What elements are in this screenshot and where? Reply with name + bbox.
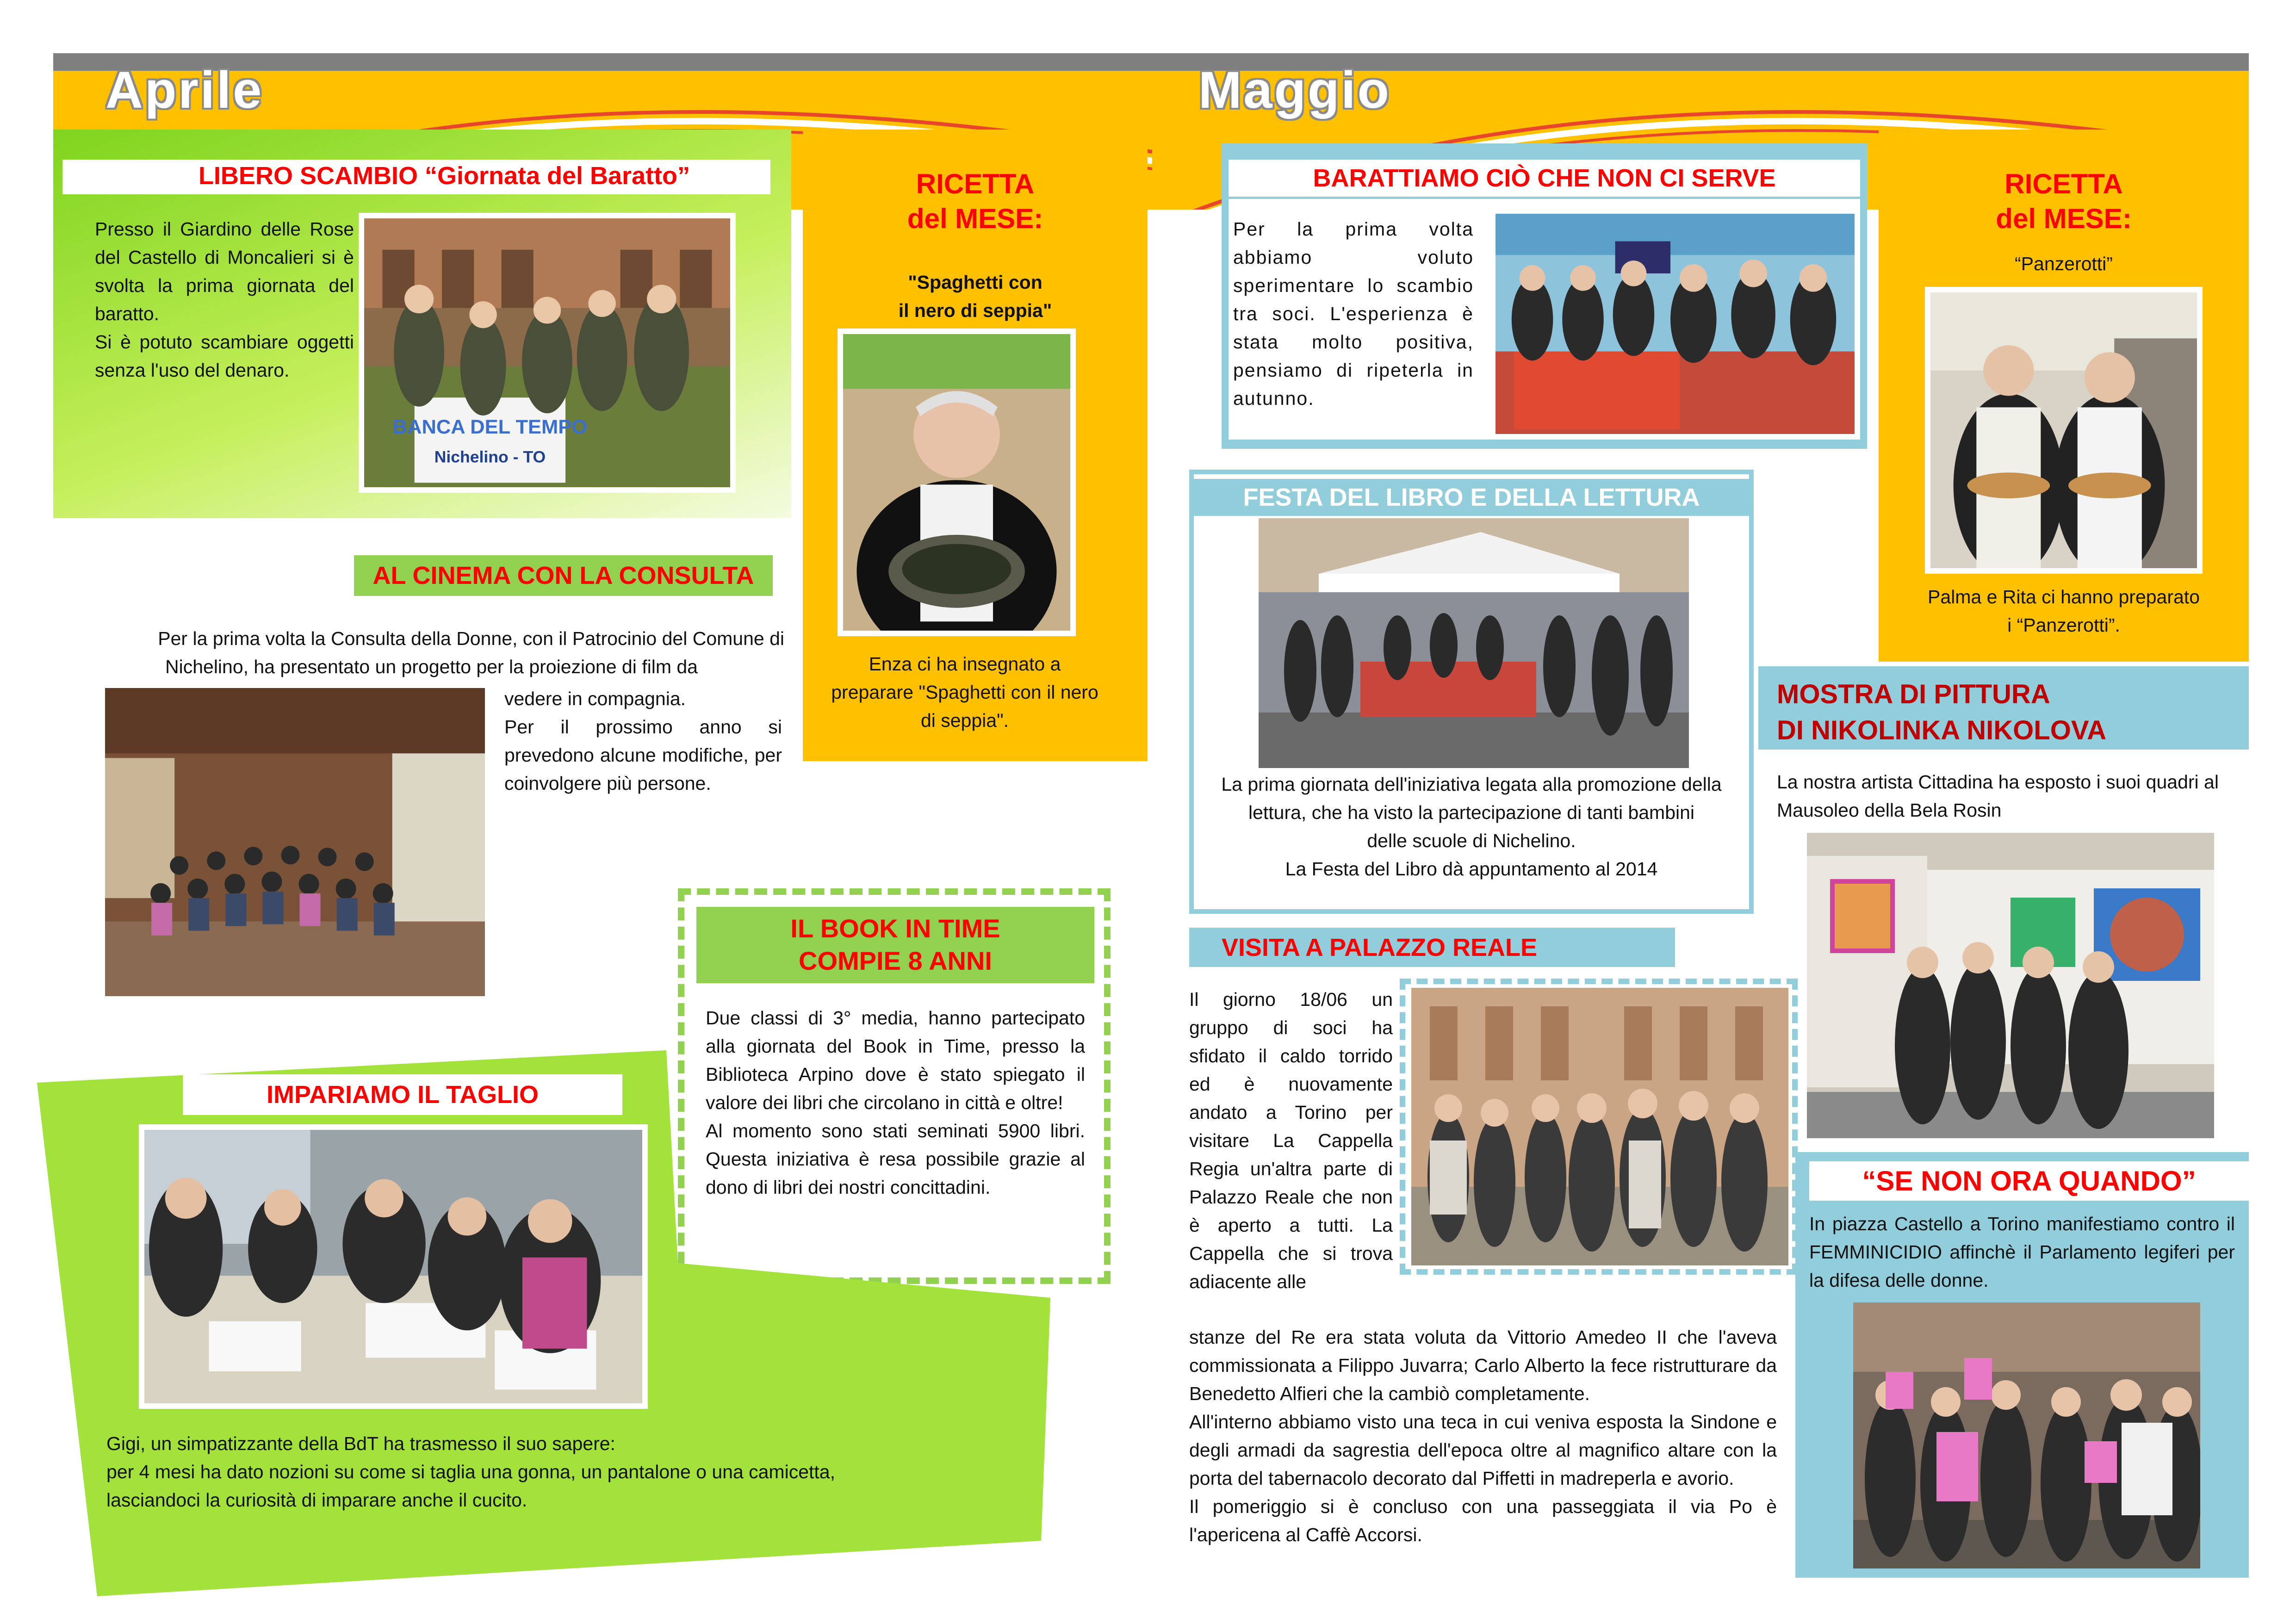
- may-ricetta-title-2: del MESE:: [1996, 203, 2132, 234]
- mostra-title-box: [1758, 666, 2249, 750]
- top-bar: [53, 53, 2249, 71]
- may-ricetta-photo: [1925, 287, 2203, 574]
- festa-text: La prima giornata dell'iniziativa legata alla promozione della lettura, che ha visto la partecipazione di tanti bambini delle scuole di Nichelino. La Festa del Libro dà appuntamento al 2014: [1221, 774, 1722, 880]
- mostra-photo: [1807, 833, 2214, 1138]
- cinema-title-box: [354, 555, 773, 596]
- festa-title-box: [1191, 479, 1751, 516]
- mostra-text: La nostra artista Cittadina ha esposto i suoi quadri al Mausoleo della Bela Rosin: [1777, 771, 2219, 821]
- bookintime-title-1: IL BOOK IN TIME: [790, 914, 1000, 943]
- baratto-title-text: LIBERO SCAMBIO “Giornata del Baratto”: [198, 162, 690, 190]
- taglio-title-box: [183, 1074, 622, 1115]
- senonora-text: In piazza Castello a Torino manifestiamo contro il FEMMINICIDIO affinchè il Parlamento legiferi per la difesa delle donne.: [1809, 1213, 2235, 1291]
- bookintime-title-2: COMPIE 8 ANNI: [799, 946, 992, 975]
- may-ricetta-title: [1879, 167, 2249, 236]
- baratto-title: [62, 160, 770, 194]
- palazzo-title-box: [1189, 928, 1675, 967]
- senonora-title: “SE NON ORA QUANDO”: [1862, 1165, 2196, 1196]
- cinema-photo: [99, 682, 490, 1002]
- april-month-title: Aprile: [105, 61, 264, 119]
- mostra-title-1: MOSTRA DI PITTURA: [1777, 679, 2050, 709]
- cinema-text-top: Per la prima volta la Consulta della Donne, con il Patrocinio del Comune di Nichelino, ha presentato un progetto per la proiezione di film da: [158, 628, 784, 677]
- barattiamo-title: BARATTIAMO CIÒ CHE NON CI SERVE: [1313, 164, 1776, 192]
- banner-label-1: BANCA DEL TEMPO: [392, 416, 588, 438]
- barattiamo-title-box: [1229, 160, 1860, 197]
- april-ricetta-title-1: RICETTA: [916, 168, 1035, 199]
- festa-title: FESTA DEL LIBRO E DELLA LETTURA: [1243, 483, 1700, 511]
- palazzo-photo: [1411, 988, 1788, 1265]
- palazzo-text-side: Il giorno 18/06 un gruppo di soci ha sfidato il caldo torrido ed è nuovamente andato a Torino per visitare La Cappella Regia un'altra parte di Palazzo Reale che non è aperto a tutti. La Cappella che si trova adiacente alle: [1189, 989, 1393, 1292]
- taglio-photo: [139, 1124, 648, 1409]
- may-month-title: Maggio: [1198, 61, 1391, 119]
- banner-label-2: Nichelino - TO: [434, 448, 546, 466]
- taglio-text: Gigi, un simpatizzante della BdT ha trasmesso il suo sapere: per 4 mesi ha dato nozioni su come si taglia una gonna, un pantalone o una camicetta, lasciandoci la curiosità di imparare anche il cucito.: [106, 1433, 835, 1511]
- taglio-title: IMPARIAMO IL TAGLIO: [267, 1081, 539, 1109]
- senonora-photo: [1853, 1302, 2200, 1568]
- may-ricetta-title-1: RICETTA: [2004, 168, 2123, 199]
- april-ricetta-title: [803, 167, 1148, 236]
- palazzo-title: VISITA A PALAZZO REALE: [1222, 933, 1537, 961]
- april-ricetta-title-2: del MESE:: [907, 203, 1043, 234]
- barattiamo-photo: [1490, 208, 1860, 440]
- cinema-text-side: vedere in compagnia. Per il prossimo anno si prevedono alcune modifiche, per coinvolgere più persone.: [504, 688, 782, 794]
- bookintime-title: [696, 907, 1094, 983]
- bookintime-text: Due classi di 3° media, hanno partecipato alla giornata del Book in Time, presso la Biblioteca Arpino dove è stato spiegato il valore dei libri che circolano in città e oltre! Al momento sono stati seminati 5900 libri. Questa iniziativa è resa possibile grazie al dono di libri dei nostri concittadini.: [706, 1007, 1085, 1198]
- palazzo-text-full: stanze del Re era stata voluta da Vittorio Amedeo II che l'aveva commissionata a Filippo Juvarra; Carlo Alberto la fece ristrutturare da Benedetto Alfieri che la cambiò completamente. All'interno abbiamo visto una teca in cui veniva esposta la Sindone e degli armadi da sagrestia dell'epoca oltre al magnifico altare con la porta del tabernacolo decorato dal Piffetti in madreperla e avorio. Il pomeriggio si è concluso con una passeggiata il via Po è l'apericena al Caffè Accorsi.: [1189, 1326, 1777, 1545]
- cinema-title: AL CINEMA CON LA CONSULTA: [372, 562, 754, 589]
- april-ricetta-caption: Enza ci ha insegnato a preparare "Spaghetti con il nero di seppia".: [831, 653, 1098, 731]
- may-ricetta-caption: Palma e Rita ci hanno preparato i “Panzerotti”.: [1927, 586, 2200, 636]
- senonora-title-box: [1809, 1161, 2249, 1201]
- barattiamo-text: Per la prima volta abbiamo voluto sperimentare lo scambio tra soci. L'esperienza è stata molto positiva, pensiamo di ripeterla in autunno.: [1233, 218, 1474, 409]
- april-ricetta-photo: [838, 329, 1076, 636]
- baratto-photo: [359, 213, 736, 493]
- april-ricetta-dish: "Spaghetti con il nero di seppia": [898, 272, 1052, 321]
- baratto-text: Presso il Giardino delle Rose del Castello di Moncalieri si è svolta la prima giornata del baratto. Si è potuto scambiare oggetti senza l'uso del denaro.: [95, 218, 354, 381]
- may-ricetta-dish: “Panzerotti”: [2015, 253, 2113, 274]
- mostra-title-2: DI NIKOLINKA NIKOLOVA: [1777, 715, 2107, 745]
- festa-photo: [1259, 518, 1689, 768]
